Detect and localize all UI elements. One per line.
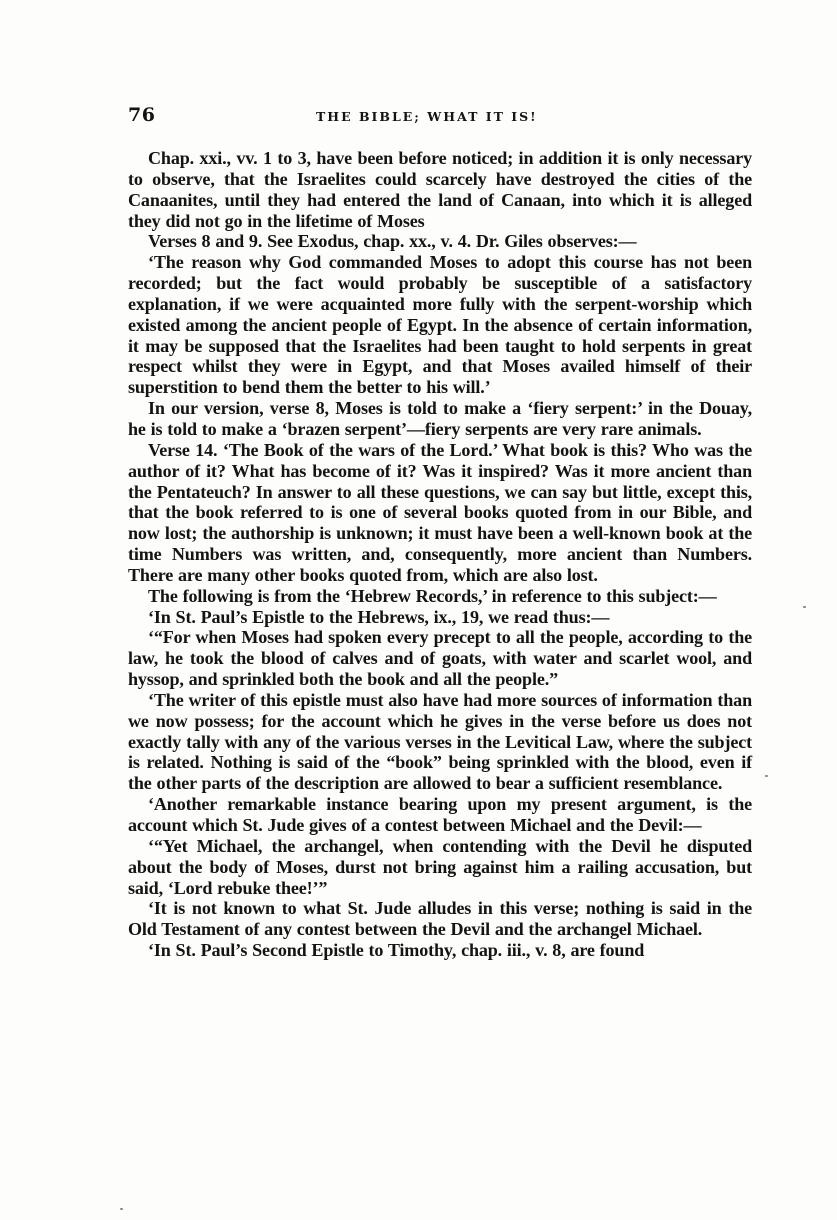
paragraph-st-jude-instance: ‘Another remarkable instance bearing upon my present argument, is the account which St. Jude gives of a contest between Michael and the Devil:—: [128, 794, 752, 835]
paragraph-hebrews-ix: ‘In St. Paul’s Epistle to the Hebrews, ix., 19, we read thus:—: [148, 606, 610, 627]
scan-speck: [120, 1208, 123, 1210]
paragraph-timothy: ‘In St. Paul’s Second Epistle to Timothy, chap. iii., v. 8, are found: [148, 940, 645, 961]
paragraph-chapter-xxi: Chap. xxi., vv. 1 to 3, have been before noticed; in addition it is only necessary to observe, that the Israelites could scarcely have destroyed the cities of the Canaanites, until they had entered the land of Canaan, into which it is alleged they did not go in the lifetime of Moses: [128, 148, 752, 231]
paragraph-jude-allusion: ‘It is not known to what St. Jude alludes in this verse; nothing is said in the Old Testament of any contest between the Devil and the archangel Michael.: [128, 898, 752, 940]
paragraph-giles-quote: ‘The reason why God commanded Moses to adopt this course has not been recorded; but the fact would probably be susceptible of a satisfactory explanation, if we were acquainted more fully with the serpent-worship which existed among the ancient people of Egypt. In the absence of certain information, it may be supposed that the Israelites had been taught to hold serpents in great respect whilst they were in Egypt, and that Moses availed himself of their superstition to bend them the better to his will.’: [128, 252, 752, 398]
paragraph-our-version: In our version, verse 8, Moses is told to make a ‘fiery serpent:’ in the Douay, he is told to make a ‘brazen serpent’—fiery serpents are very rare animals.: [128, 398, 752, 439]
page-body: [128, 148, 752, 961]
paragraph-verse-14: Verse 14. ‘The Book of the wars of the Lord.’ What book is this? Who was the author of it? What has become of it? Was it inspired? Was it more ancient than the Pentateuch? In answer to all these questions, we can say but little, except this, that the book referred to is one of several books quoted from in our Bible, and now lost; the authorship is unknown; it must have been a well-known book at the time Numbers was written, and, consequently, more ancient than Numbers. There are many other books quoted from, which are also lost.: [128, 439, 752, 585]
page-number: 76: [128, 104, 156, 126]
paragraph-hebrew-records-intro: The following is from the ‘Hebrew Records,’ in reference to this subject:—: [148, 585, 717, 606]
page-header: [128, 104, 758, 130]
scan-speck: [765, 775, 768, 777]
running-title: THE BIBLE; WHAT IT IS!: [316, 109, 538, 124]
scan-speck: [803, 606, 806, 608]
paragraph-verses-8-9: Verses 8 and 9. See Exodus, chap. xx., v. 4. Dr. Giles observes:—: [148, 231, 637, 252]
paragraph-michael-quote: ‘“Yet Michael, the archangel, when contending with the Devil he disputed about the body of Moses, durst not bring against him a railing accusation, but said, ‘Lord rebuke thee!’”: [128, 835, 752, 898]
paragraph-hebrews-quote: ‘“For when Moses had spoken every precept to all the people, according to the law, he took the blood of calves and of goats, with water and scarlet wool, and hyssop, and sprinkled both the book and all the people.”: [128, 627, 752, 690]
paragraph-epistle-writer: ‘The writer of this epistle must also have had more sources of information than we now possess; for the account which he gives in the verse before us does not exactly tally with any of the various verses in the Levitical Law, where the subject is related. Nothing is said of the “book” being sprinkled with the blood, even if the other parts of the description are allowed to bear a sufficient resemblance.: [128, 689, 752, 794]
